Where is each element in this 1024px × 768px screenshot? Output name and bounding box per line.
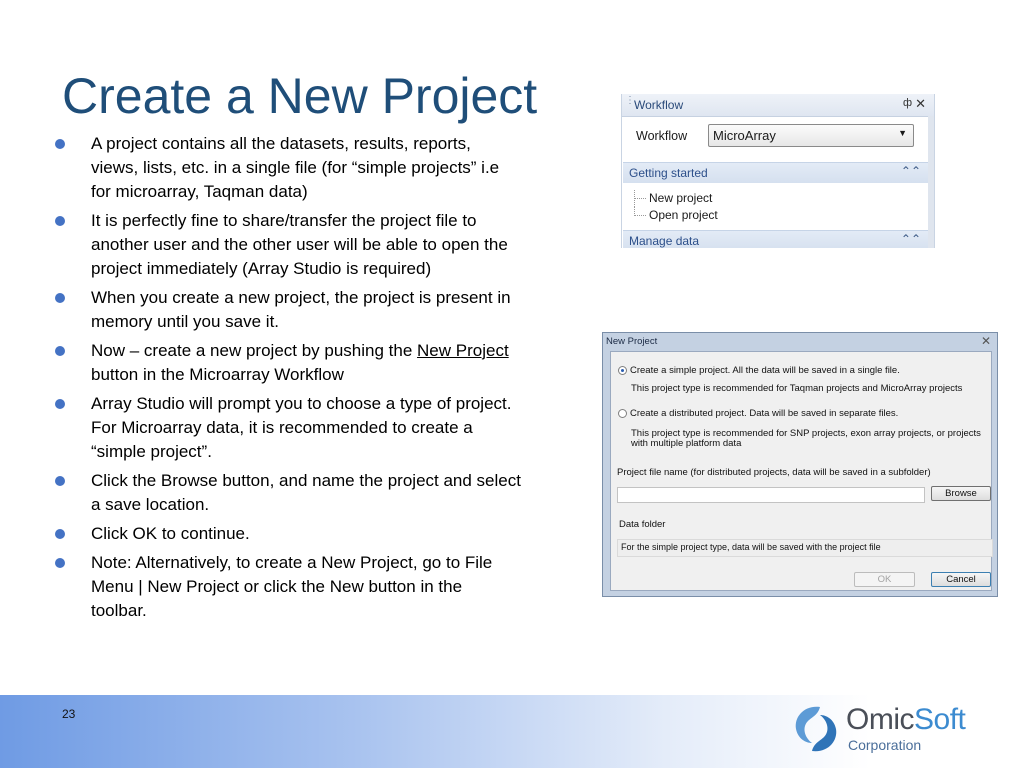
bullet-dot-icon: [55, 216, 65, 226]
option-simple-label: Create a simple project. All the data will be saved in a single file.: [630, 365, 900, 376]
workflow-label: Workflow: [636, 129, 688, 143]
omicsoft-logo: [790, 703, 990, 755]
bullet-item: [52, 392, 522, 464]
radio-simple-project[interactable]: [618, 366, 627, 375]
bullet-item: [52, 339, 522, 387]
bullet-text: Note: Alternatively, to create a New Project, go to File Menu | New Project or click the New button in the toolbar.: [91, 553, 493, 620]
bullet-dot-icon: [55, 293, 65, 303]
section-title: Manage data: [629, 234, 700, 248]
bullet-list: [52, 132, 522, 628]
logo-wordmark-omic: Omic: [846, 703, 914, 736]
section-getting-started[interactable]: [623, 162, 928, 183]
pin-icon[interactable]: ф: [902, 97, 912, 109]
bullet-item: [52, 522, 522, 546]
data-folder-label: Data folder: [619, 519, 666, 530]
bullet-text: Click the Browse button, and name the project and select a save location.: [91, 471, 521, 514]
slide-title: Create a New Project: [62, 68, 538, 124]
workflow-dropdown[interactable]: [708, 124, 914, 147]
close-icon[interactable]: ✕: [980, 334, 991, 348]
new-project-dialog: [602, 332, 998, 597]
bullet-item: [52, 132, 522, 204]
workflow-selector-row: [622, 116, 934, 154]
new-project-link[interactable]: New Project: [417, 341, 509, 360]
bullet-text: Now – create a new project by pushing the: [91, 341, 418, 360]
radio-distributed-project[interactable]: [618, 409, 627, 418]
bullet-dot-icon: [55, 399, 65, 409]
bullet-text: Click OK to continue.: [91, 524, 250, 543]
workflow-panel-title: Workflow: [634, 98, 684, 112]
tree-item-open-project[interactable]: Open project: [634, 207, 718, 224]
cancel-button[interactable]: Cancel: [931, 572, 991, 587]
workflow-panel-header: [622, 94, 934, 117]
bullet-text: Array Studio will prompt you to choose a type of project. For Microarray data, it is recommended to create a “simple project”.: [91, 394, 512, 461]
getting-started-tree: [634, 190, 718, 224]
section-manage-data[interactable]: [623, 230, 928, 248]
dialog-title: New Project: [606, 336, 658, 347]
bullet-text: button in the Microarray Workflow: [91, 365, 344, 384]
bullet-item: [52, 551, 522, 623]
chevron-down-icon: ▼: [898, 128, 907, 138]
bullet-text: It is perfectly fine to share/transfer the project file to another user and the other user will be able to open the project immediately (Array Studio is required): [91, 211, 508, 278]
bullet-dot-icon: [55, 139, 65, 149]
bullet-dot-icon: [55, 346, 65, 356]
workflow-panel: [621, 94, 935, 248]
collapse-icon[interactable]: ⌃⌃: [900, 232, 921, 246]
section-title: Getting started: [629, 166, 708, 180]
bullet-item: [52, 209, 522, 281]
project-file-name-input[interactable]: [617, 487, 925, 503]
bullet-dot-icon: [55, 529, 65, 539]
ok-button[interactable]: OK: [854, 572, 915, 587]
option-distributed-desc: with multiple platform data: [631, 438, 742, 449]
logo-wordmark-soft: Soft: [914, 703, 966, 736]
logo-wordmark: [846, 703, 965, 737]
file-name-label: Project file name (for distributed projects, data will be saved in a subfolder): [617, 467, 931, 478]
logo-subtitle: Corporation: [848, 737, 922, 753]
tree-item-new-project[interactable]: New project: [634, 190, 718, 207]
bullet-dot-icon: [55, 558, 65, 568]
bullet-dot-icon: [55, 476, 65, 486]
browse-button[interactable]: Browse: [931, 486, 991, 501]
omicsoft-logo-icon: [790, 703, 842, 755]
option-distributed-label: Create a distributed project. Data will be saved in separate files.: [630, 408, 899, 419]
grip-icon[interactable]: ⋮: [625, 95, 635, 106]
close-icon[interactable]: ✕: [915, 96, 926, 111]
option-distributed-desc: This project type is recommended for SNP projects, exon array projects, or projects: [631, 428, 981, 439]
scrollbar[interactable]: [928, 116, 934, 248]
collapse-icon[interactable]: ⌃⌃: [900, 164, 921, 178]
option-simple-desc: This project type is recommended for Taqman projects and MicroArray projects: [631, 383, 963, 394]
workflow-dropdown-value: MicroArray: [713, 128, 776, 143]
data-folder-value: For the simple project type, data will be saved with the project file: [621, 542, 881, 552]
dialog-body: [610, 351, 992, 591]
page-number: 23: [62, 707, 76, 721]
bullet-text: A project contains all the datasets, results, reports, views, lists, etc. in a single file (for “simple projects” i.e for microarray, Taqman data): [91, 134, 500, 201]
data-folder-field: [617, 539, 993, 557]
bullet-item: [52, 469, 522, 517]
bullet-item: [52, 286, 522, 334]
bullet-text: When you create a new project, the project is present in memory until you save it.: [91, 288, 511, 331]
